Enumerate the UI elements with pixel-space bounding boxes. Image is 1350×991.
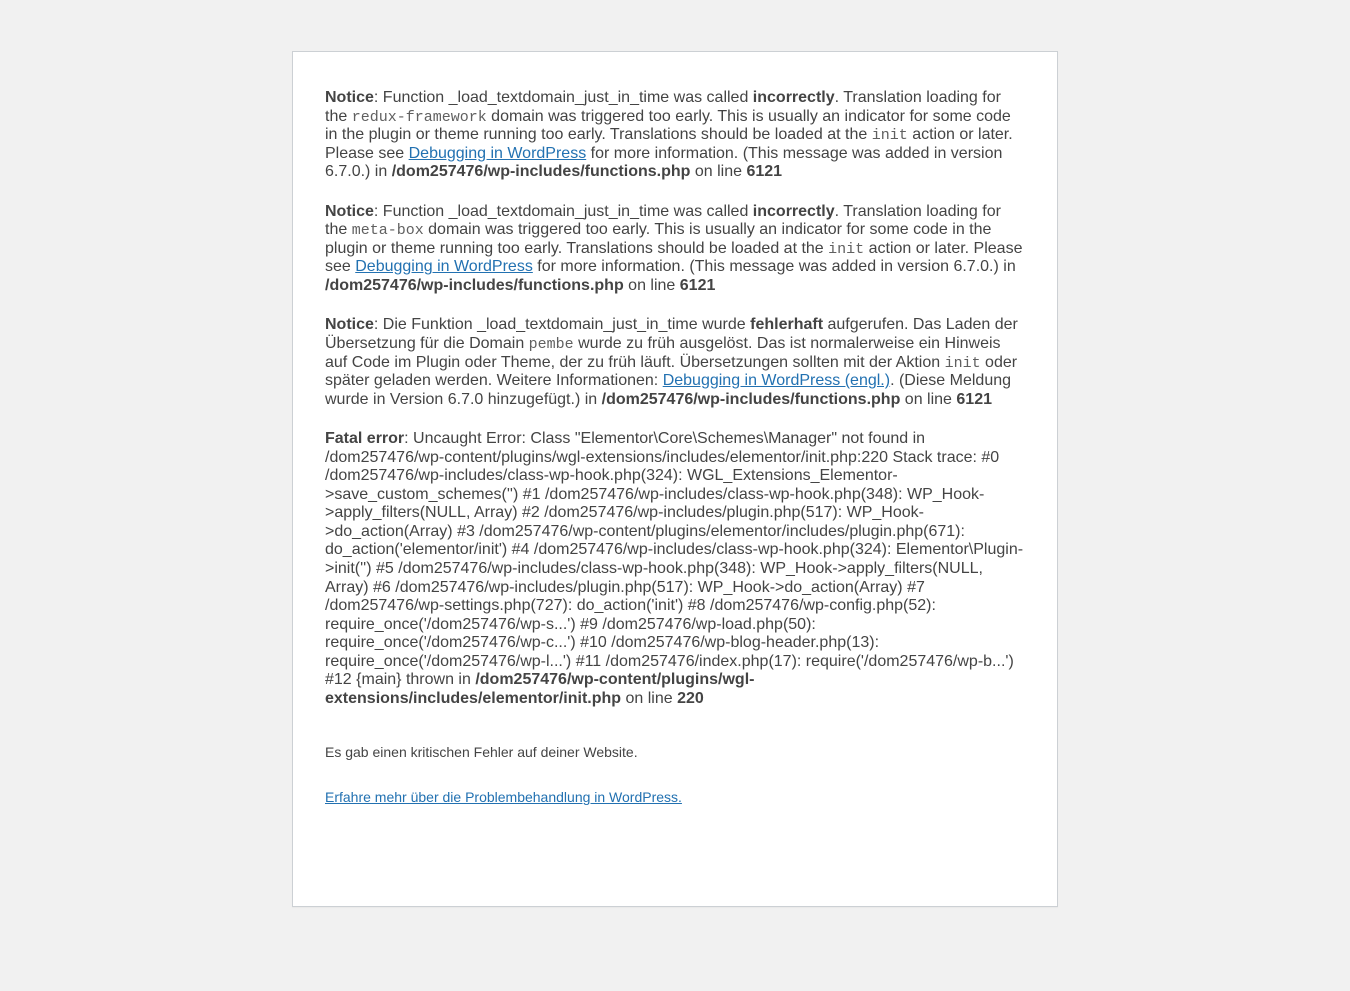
text-text: wurde zu früh ausgelöst. Das ist normalerweise ein Hinweis auf Code im Plugin oder Theme, der zu früh läuft. Übersetzungen sollten mit der Aktion [325,335,1001,371]
code-text: init [828,240,865,258]
text-text: . (Diese Meldung wurde in Version 6.7.0 hinzugefügt.) in [325,372,1012,408]
php-notice-redux-framework [325,89,1025,182]
text-text: on line [900,390,957,408]
text-text: domain was triggered too early. This is usually an indicator for some code in the plugin or theme running too early. Translations should be loaded at the [325,221,992,257]
text-text: on line [621,689,678,707]
debugging-in-wordpress-link[interactable]: Debugging in WordPress [355,258,533,276]
bold-text: Notice [325,89,374,106]
debugging-in-wordpress-link[interactable]: Debugging in WordPress [408,144,587,162]
bold-text: /dom257476/wp-includes/functions.php [325,276,624,294]
bold-text: /dom257476/wp-content/plugins/wgl-extensions/includes/elementor/init.php [325,671,755,707]
text-text: domain was triggered too early. This is usually an indicator for some code in the plugin or theme running too early. Translations should be loaded at the [325,107,1011,144]
wordpress-error-card [292,51,1058,907]
bold-text: incorrectly [752,89,835,106]
bold-text: 6121 [746,163,783,181]
text-text: : Die Funktion _load_textdomain_just_in_time wurde [373,316,751,334]
bold-text: incorrectly [752,202,835,220]
code-text: init [871,127,908,145]
bold-text: 220 [677,689,704,707]
text-text: . Translation loading for the [325,89,1001,125]
bold-text: 6121 [679,276,716,294]
critical-error-message: Es gab einen kritischen Fehler auf deiner Website. [325,744,638,761]
bold-text: Notice [325,316,374,334]
text-text: : Function _load_textdomain_just_in_time was called [373,89,753,106]
text-text: action or later. Please see [325,126,1013,162]
browser-page [0,51,1350,991]
php-fatal-error [325,430,1025,708]
critical-error-section [325,742,1025,808]
code-text: pembe [528,336,574,354]
text-text: for more information. (This message was added in version 6.7.0.) in [325,144,1003,181]
text-text: : Uncaught Error: Class "Elementor\Core\Schemes\Manager" not found in /dom257476/wp-content/plugins/wgl-extensions/includes/elementor/init.php:220 Stack trace: #0 /dom257476/wp-includes/class-wp-hook.php(324): WGL_Extensions_Elementor->save_custom_schemes('') #1 /dom257476/wp-includes/class-wp-hook.php(348): WP_Hook->apply_filters(NULL, Array) #2 /dom257476/wp-includes/plugin.php(517): WP_Hook->do_action(Array) #3 /dom257476/wp-content/plugins/elementor/includes/plugin.php(671): do_action('elementor/init') #4 /dom257476/wp-includes/class-wp-hook.php(324): Elementor\Plugin->init('') #5 /dom257476/wp-includes/class-wp-hook.php(348): WP_Hook->apply_filters(NULL, Array) #6 /dom257476/wp-includes/plugin.php(517): WP_Hook->do_action(Array) #7 /dom257476/wp-settings.php(727): do_action('init') #8 /dom257476/wp-config.php(52): require_once('/dom257476/wp-s...') #9 /dom257476/wp-load.php(50): require_once('/dom257476/wp-c...') #10 /dom257476/wp-blog-header.php(13): require_once('/dom257476/wp-l...') #11 /dom257476/index.php(17): require('/dom257476/wp-b...') #12 {main} thrown in [325,430,1024,689]
text-text: oder später geladen werden. Weitere Informationen: [325,353,1018,390]
code-text: init [944,354,981,372]
bold-text: Notice [325,202,374,220]
text-text: on line [623,276,680,294]
troubleshooting-link-paragraph [325,787,1025,808]
text-text: action or later. Please see [325,239,1023,276]
php-notice-pembe [325,316,1025,409]
code-text: meta-box [351,222,424,240]
troubleshooting-link[interactable]: Erfahre mehr über die Problembehandlung in WordPress. [325,789,682,806]
bold-text: fehlerhaft [750,316,824,334]
text-text: : Function _load_textdomain_just_in_time was called [373,202,753,220]
code-text: redux-framework [351,108,487,126]
bold-text: /dom257476/wp-includes/functions.php [601,390,901,408]
text-text: aufgerufen. Das Laden der Übersetzung für die Domain [325,316,1018,353]
php-notice-meta-box [325,203,1025,296]
debugging-in-wordpress-engl-link[interactable]: Debugging in WordPress (engl.) [662,372,891,390]
bold-text: Fatal error [325,430,405,448]
text-text: for more information. (This message was added in version 6.7.0.) in [532,258,1016,276]
text-text: . Translation loading for the [325,202,1001,239]
text-text: on line [690,163,747,181]
bold-text: /dom257476/wp-includes/functions.php [391,163,691,181]
bold-text: 6121 [956,390,992,408]
